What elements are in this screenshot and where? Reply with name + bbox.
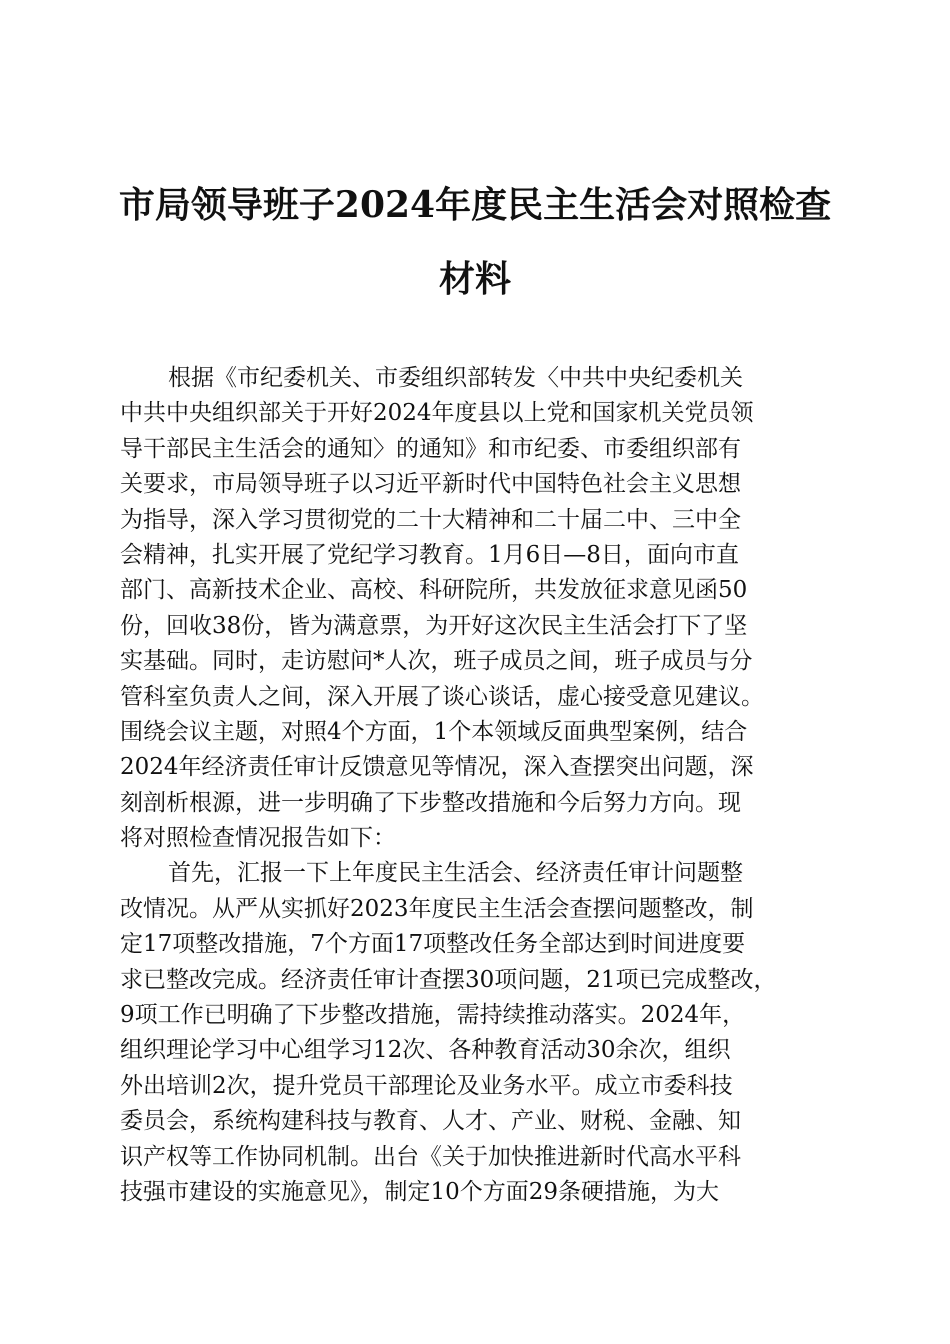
paragraph-line: 首先，汇报一下上年度民主生活会、经济责任审计问题整 (168, 860, 743, 887)
paragraph-line: 关要求，市局领导班子以习近平新时代中国特色社会主义思想 (120, 471, 741, 498)
paragraph-1 (120, 361, 832, 856)
paragraph-line: 部门、高新技术企业、高校、科研院所，共发放征求意见函50 (120, 577, 748, 604)
title-line-2: 材料 (438, 258, 511, 300)
paragraph-line: 根据《市纪委机关、市委组织部转发〈中共中央纪委机关 (168, 365, 743, 391)
paragraph-line: 将对照检查情况报告如下： (120, 825, 396, 852)
paragraph-line: 导干部民主生活会的通知〉的通知》和市纪委、市委组织部有 (120, 435, 741, 462)
paragraph-line: 中共中央组织部关于开好2024年度县以上党和国家机关党员领 (120, 400, 754, 427)
paragraph-line: 外出培训2次，提升党员干部理论及业务水平。成立市委科技 (120, 1072, 733, 1099)
paragraph-line: 为指导，深入学习贯彻党的二十大精神和二十届二中、三中全 (120, 506, 741, 533)
paragraph-line: 改情况。从严从实抓好2023年度民主生活会查摆问题整改，制 (120, 895, 754, 922)
paragraph-line: 求已整改完成。经济责任审计查摆30项问题，21项已完成整改， (120, 966, 777, 993)
paragraph-line: 定17项整改措施，7个方面17项整改任务全部达到时间进度要 (120, 931, 746, 958)
paragraph-line: 9项工作已明确了下步整改措施，需持续推动落实。2024年， (120, 1002, 746, 1029)
paragraph-line: 技强市建设的实施意见》，制定10个方面29条硬措施，为大 (120, 1178, 720, 1205)
paragraph-line: 会精神，扎实开展了党纪学习教育。1月6日—8日，面向市直 (120, 541, 739, 568)
paragraph-line: 份，回收38份，皆为满意票，为开好这次民主生活会打下了坚 (120, 612, 748, 639)
paragraph-line: 组织理论学习中心组学习12次、各种教育活动30余次，组织 (120, 1037, 731, 1064)
document-body (120, 361, 832, 1210)
paragraph-line: 委员会，系统构建科技与教育、人才、产业、财税、金融、知 (120, 1108, 741, 1135)
paragraph-line: 识产权等工作协同机制。出台《关于加快推进新时代高水平科 (120, 1143, 741, 1170)
paragraph-line: 围绕会议主题，对照4个方面，1个本领域反面典型案例，结合 (120, 718, 748, 745)
title-line-1: 市局领导班子2024年度民主生活会对照检查 (118, 184, 832, 226)
paragraph-line: 管科室负责人之间，深入开展了谈心谈话，虚心接受意见建议。 (120, 683, 764, 710)
paragraph-line: 刻剖析根源，进一步明确了下步整改措施和今后努力方向。现 (120, 789, 741, 816)
paragraph-2 (120, 856, 832, 1210)
document-title (110, 168, 840, 316)
paragraph-line: 实基础。同时，走访慰问*人次，班子成员之间，班子成员与分 (120, 648, 753, 675)
paragraph-line: 2024年经济责任审计反馈意见等情况，深入查摆突出问题，深 (120, 754, 754, 781)
